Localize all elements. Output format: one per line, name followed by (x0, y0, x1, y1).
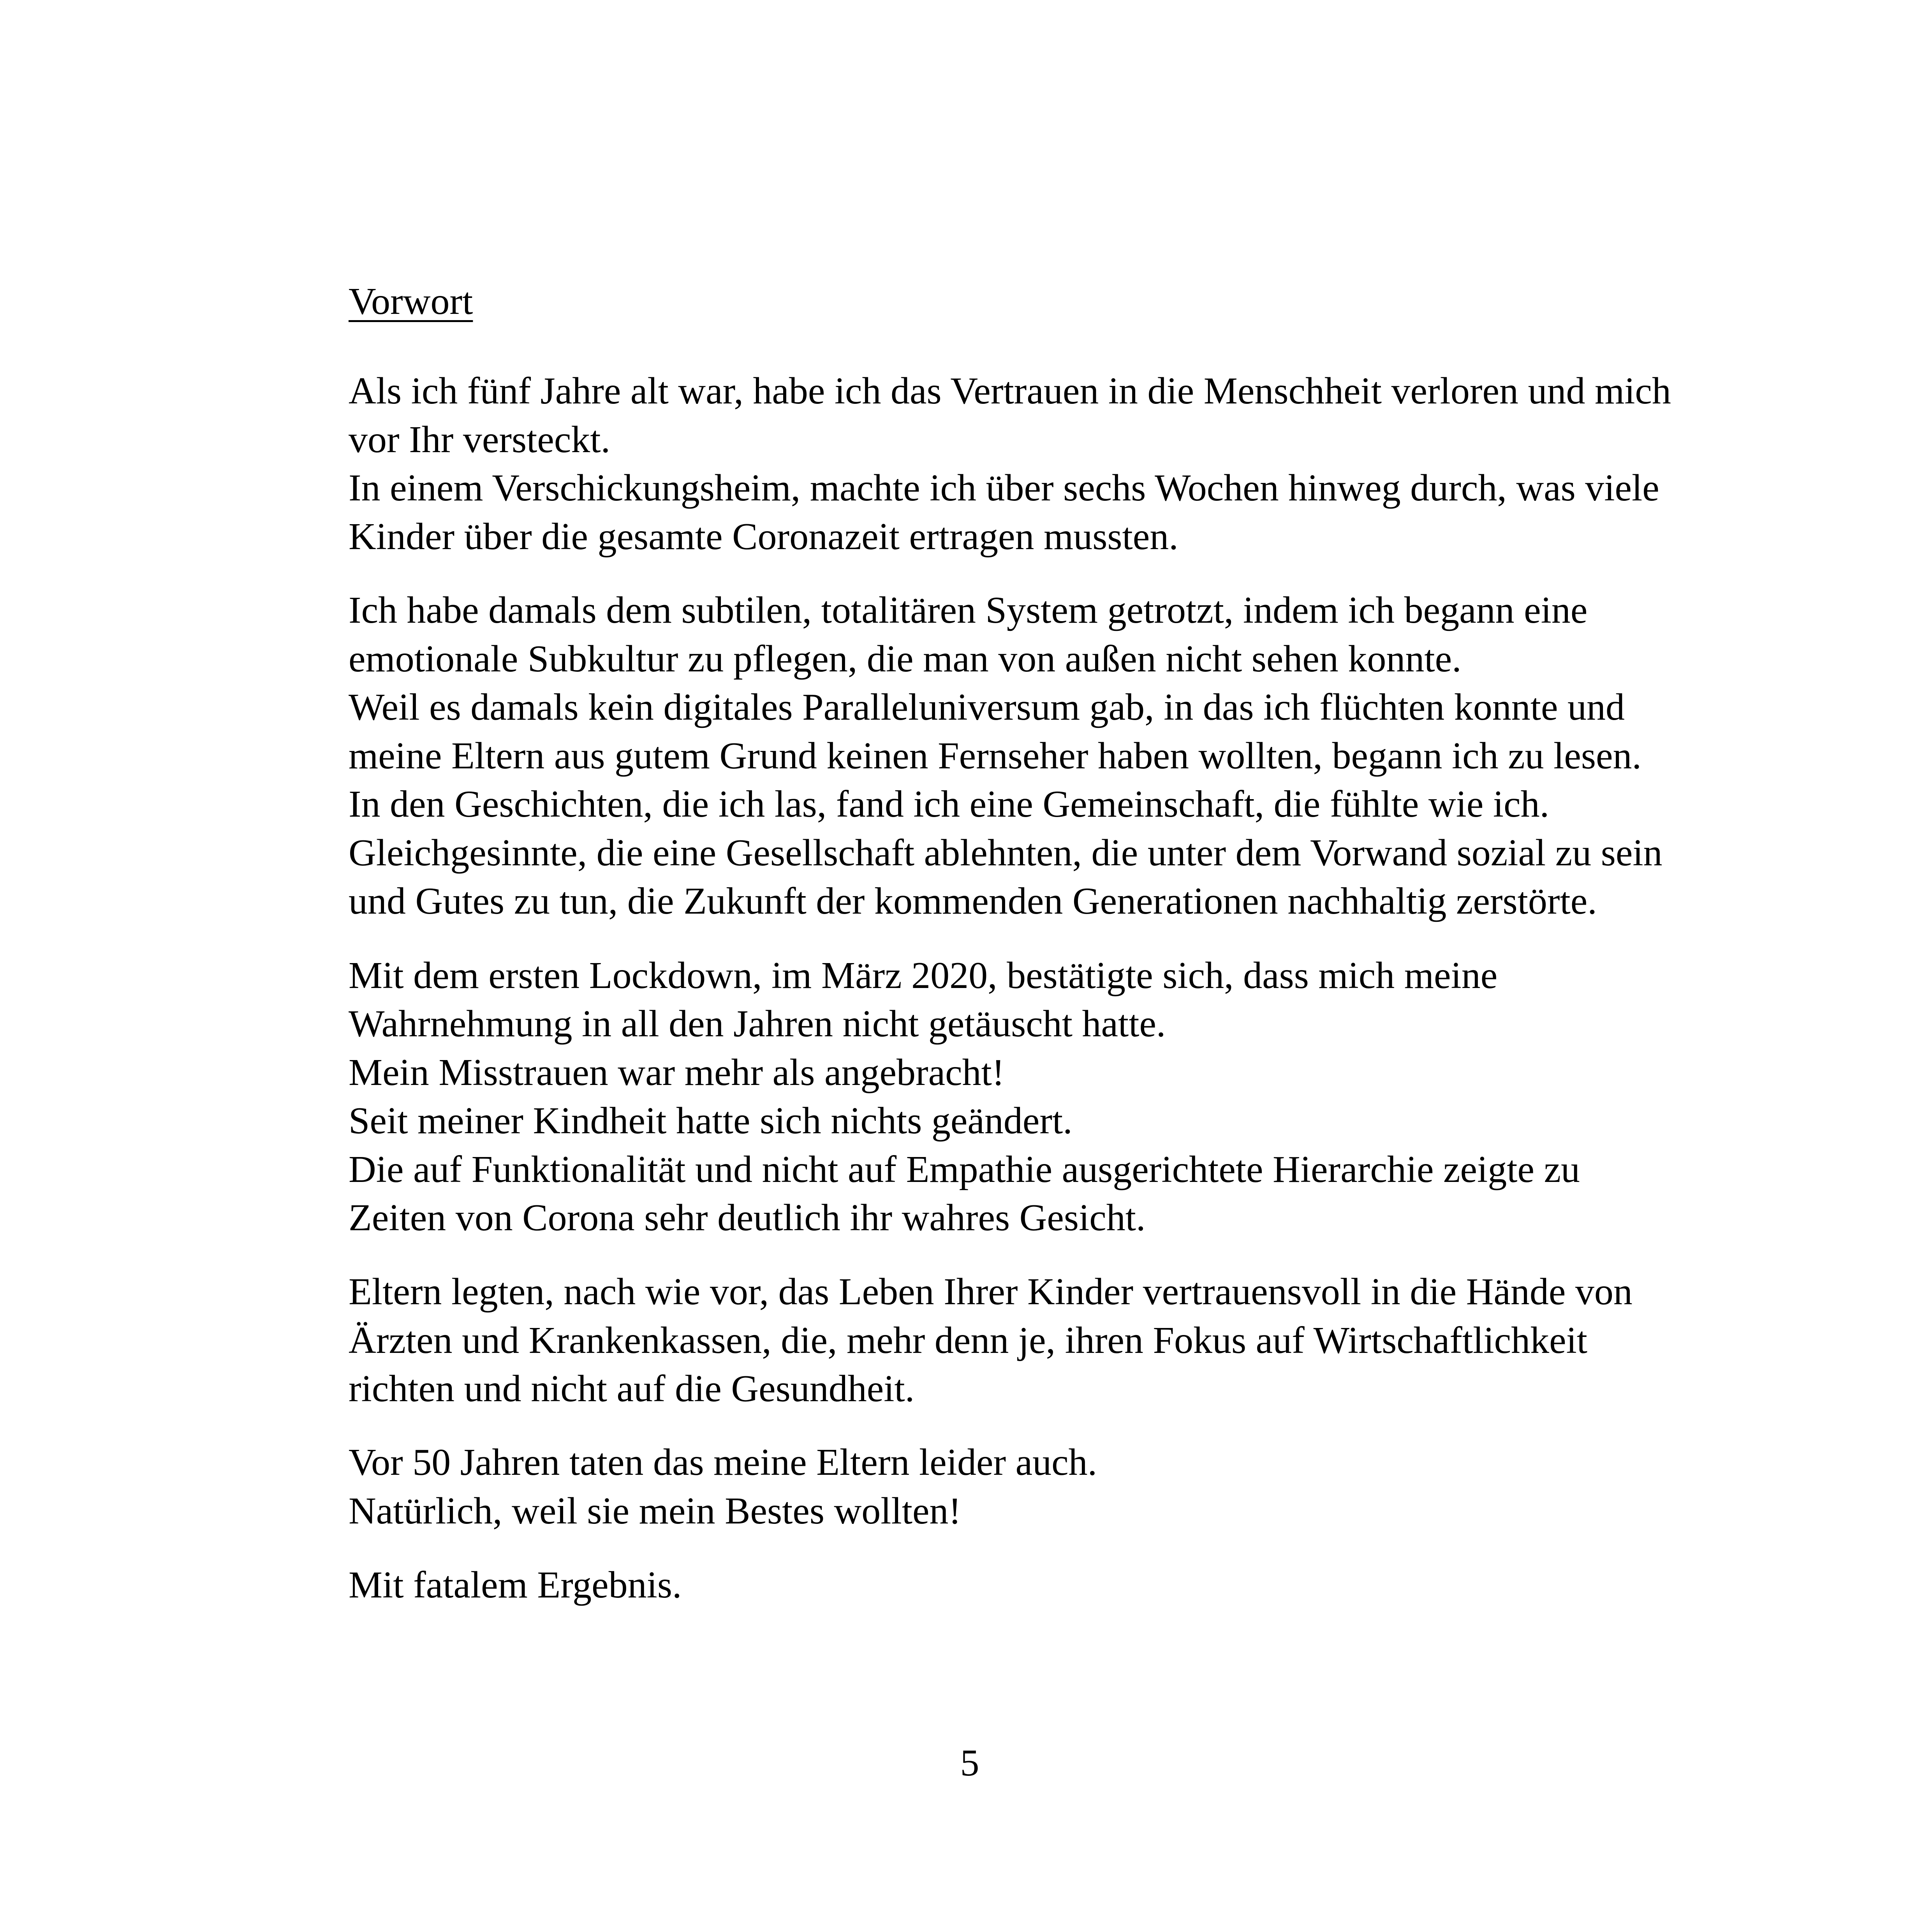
text-line: Zeiten von Corona sehr deutlich ihr wahres Gesicht. (349, 1197, 1146, 1239)
text-line: Mein Misstrauen war mehr als angebracht! (349, 1051, 1005, 1094)
page-number: 5 (960, 1742, 979, 1784)
text-line: vor Ihr versteckt. (349, 419, 611, 461)
text-line: Ich habe damals dem subtilen, totalitären System getrotzt, indem ich begann eine (349, 589, 1588, 631)
text-line: Mit fatalem Ergebnis. (349, 1564, 682, 1606)
text-line: In den Geschichten, die ich las, fand ich eine Gemeinschaft, die fühlte wie ich. (349, 783, 1550, 825)
text-line: Ärzten und Krankenkassen, die, mehr denn je, ihren Fokus auf Wirtschaftlichkeit (349, 1319, 1588, 1361)
text-line: Die auf Funktionalität und nicht auf Empathie ausgerichtete Hierarchie zeigte zu (349, 1148, 1580, 1191)
text-line: Kinder über die gesamte Coronazeit ertragen mussten. (349, 516, 1178, 558)
text-line: Weil es damals kein digitales Paralleluniversum gab, in das ich flüchten konnte und (349, 686, 1625, 728)
page-heading: Vorwort (349, 280, 473, 322)
text-line: Natürlich, weil sie mein Bestes wollten! (349, 1490, 962, 1532)
text-line: Vor 50 Jahren taten das meine Eltern leider auch. (349, 1441, 1097, 1483)
text-line: Wahrnehmung in all den Jahren nicht getäuscht hatte. (349, 1003, 1166, 1045)
text-line: emotionale Subkultur zu pflegen, die man von außen nicht sehen konnte. (349, 638, 1462, 680)
text-line: Seit meiner Kindheit hatte sich nichts geändert. (349, 1100, 1073, 1142)
text-line: und Gutes zu tun, die Zukunft der kommenden Generationen nachhaltig zerstörte. (349, 880, 1597, 922)
text-line: Eltern legten, nach wie vor, das Leben Ihrer Kinder vertrauensvoll in die Hände von (349, 1271, 1633, 1313)
text-line: meine Eltern aus gutem Grund keinen Fernseher haben wollten, begann ich zu lesen. (349, 735, 1642, 777)
text-line: Gleichgesinnte, die eine Gesellschaft ablehnten, die unter dem Vorwand sozial zu sein (349, 832, 1663, 874)
text-line: Mit dem ersten Lockdown, im März 2020, bestätigte sich, dass mich meine (349, 955, 1498, 997)
text-line: richten und nicht auf die Gesundheit. (349, 1368, 915, 1410)
text-line: In einem Verschickungsheim, machte ich über sechs Wochen hinweg durch, was viele (349, 467, 1659, 509)
text-line: Als ich fünf Jahre alt war, habe ich das Vertrauen in die Menschheit verloren und mich (349, 370, 1671, 412)
